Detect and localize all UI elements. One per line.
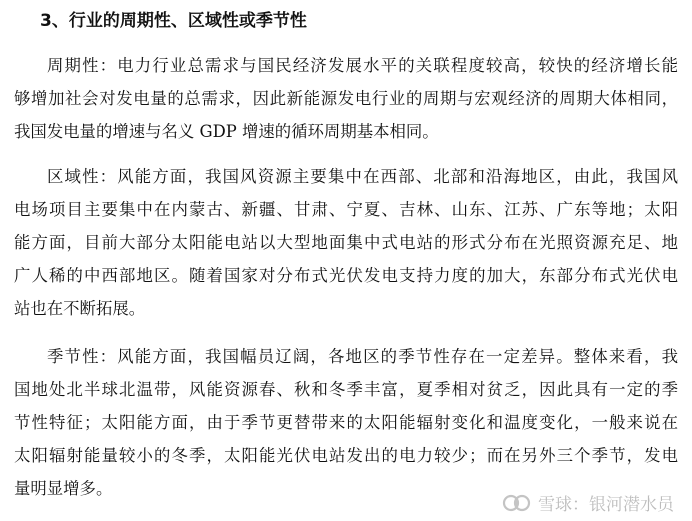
paragraph-line: 季节性：风能方面，我国幅员辽阔，各地区的季节性存在一定差异。整体来看，我 <box>47 347 678 366</box>
paragraph-line: 我国发电量的增速与名义 GDP 增速的循环周期基本相同。 <box>14 122 439 141</box>
paragraph-cyclicality <box>14 49 678 148</box>
paragraph-regionality <box>14 160 678 325</box>
paragraph-line: 太阳辐射能量较小的冬季，太阳能光伏电站发出的电力较少；而在另外三个季节，发电 <box>14 446 678 465</box>
paragraph-line: 能方面，目前大部分太阳能电站以大型地面集中式电站的形式分布在光照资源充足、地 <box>14 233 678 252</box>
paragraph-line: 广人稀的中西部地区。随着国家对分布式光伏发电支持力度的加大，东部分布式光伏电 <box>14 266 678 285</box>
paragraph-line: 够增加社会对发电量的总需求，因此新能源发电行业的周期与宏观经济的周期大体相同， <box>14 89 678 108</box>
section-heading: 3、行业的周期性、区域性或季节性 <box>40 11 307 31</box>
paragraph-seasonality <box>14 340 678 505</box>
paragraph-line: 区域性：风能方面，我国风资源主要集中在西部、北部和沿海地区，由此，我国风 <box>47 167 678 186</box>
snowball-logo-icon <box>502 493 532 513</box>
paragraph-line: 量明显增多。 <box>14 479 113 498</box>
paragraph-line: 站也在不断拓展。 <box>14 299 146 318</box>
paragraph-line: 电场项目主要集中在内蒙古、新疆、甘肃、宁夏、吉林、山东、江苏、广东等地；太阳 <box>14 200 678 219</box>
paragraph-line: 周期性：电力行业总需求与国民经济发展水平的关联程度较高，较快的经济增长能 <box>47 56 678 75</box>
watermark-text: 雪球：银河潜水员 <box>538 495 674 515</box>
paragraph-line: 国地处北半球北温带，风能资源春、秋和冬季丰富，夏季相对贫乏，因此具有一定的季 <box>14 380 678 399</box>
paragraph-line: 节性特征；太阳能方面，由于季节更替带来的太阳能辐射变化和温度变化，一般来说在 <box>14 413 678 432</box>
snowball-watermark <box>502 490 674 515</box>
